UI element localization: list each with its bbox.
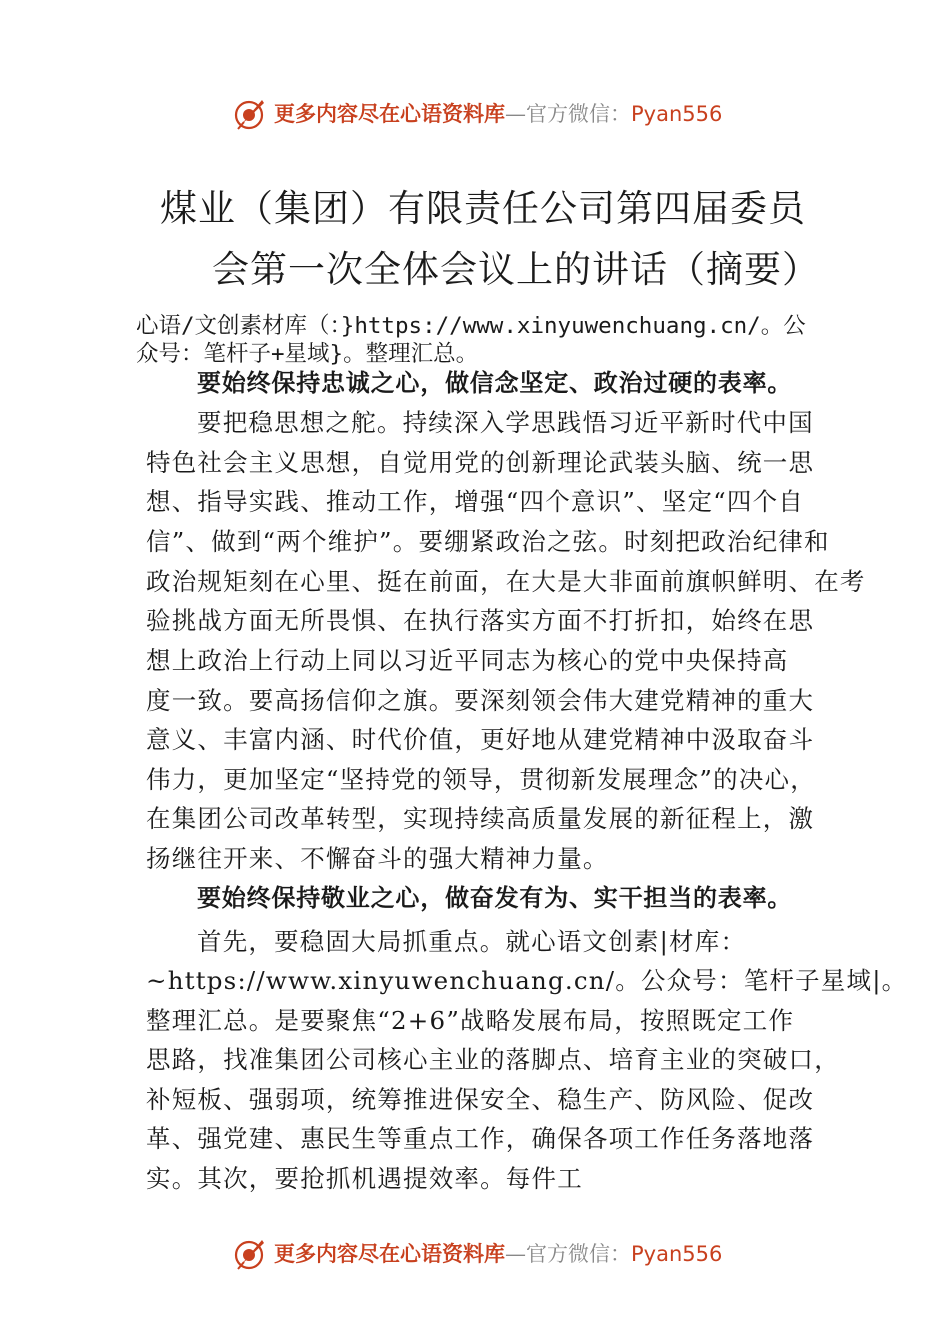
banner-text bbox=[274, 1240, 722, 1268]
body-line: 伟力，更加坚定“坚持党的领导，贯彻新发展理念”的决心， bbox=[146, 765, 816, 794]
section-heading: 要始终保持忠诚之心，做信念坚定、政治过硬的表率。 bbox=[197, 368, 793, 397]
body-line: 想、指导实践、推动工作，增强“四个意识”、坚定“四个自 bbox=[146, 487, 804, 516]
body-line: 度一致。要高扬信仰之旗。要深刻领会伟大建党精神的重大 bbox=[146, 686, 815, 715]
banner-dash-text: —官方微信： bbox=[505, 102, 631, 126]
body-line: 思路，找准集团公司核心主业的落脚点、培育主业的突破口， bbox=[146, 1045, 840, 1074]
body-line: 信”、做到“两个维护”。要绷紧政治之弦。时刻把政治纪律和 bbox=[146, 527, 830, 556]
body-line: 实。其次，要抢抓机遇提效率。每件工 bbox=[146, 1164, 583, 1193]
body-line: 众号：笔杆子+星域}。整理汇总。 bbox=[136, 341, 479, 367]
banner-red-text: 更多内容尽在心语资料库 bbox=[274, 101, 505, 126]
quill-logo-icon bbox=[232, 96, 268, 132]
body-line: 整理汇总。是要聚焦“2+6”战略发展布局，按照既定工作 bbox=[146, 1006, 795, 1035]
body-line: 扬继往开来、不懈奋斗的强大精神力量。 bbox=[146, 844, 609, 873]
section-heading: 要始终保持敬业之心，做奋发有为、实干担当的表率。 bbox=[197, 883, 793, 912]
body-line: 在集团公司改革转型，实现持续高质量发展的新征程上，激 bbox=[146, 804, 815, 833]
document-title-line-2: 会第一次全体会议上的讲话（摘要） bbox=[212, 248, 820, 291]
banner-red-text: 更多内容尽在心语资料库 bbox=[274, 1241, 505, 1266]
body-line: 首先，要稳固大局抓重点。就心语文创素|材库： bbox=[197, 927, 747, 956]
body-line: 政治规矩刻在心里、挺在前面，在大是大非面前旗帜鲜明、在考 bbox=[146, 567, 866, 596]
footer-banner bbox=[0, 1232, 950, 1276]
banner-brand: Pyan556 bbox=[631, 1242, 723, 1266]
quill-logo-icon bbox=[232, 1236, 268, 1272]
body-line: 要把稳思想之舵。持续深入学思践悟习近平新时代中国 bbox=[197, 408, 814, 437]
body-line: ~https://www.xinyuwenchuang.cn/。公众号：笔杆子星域|。 bbox=[146, 966, 908, 995]
body-line: 意义、丰富内涵、时代价值，更好地从建党精神中汲取奋斗 bbox=[146, 725, 815, 754]
body-line: 特色社会主义思想，自觉用党的创新理论武装头脑、统一思 bbox=[146, 448, 815, 477]
body-line: 想上政治上行动上同以习近平同志为核心的党中央保持高 bbox=[146, 646, 789, 675]
header-banner bbox=[0, 92, 950, 136]
banner-text bbox=[274, 100, 722, 128]
banner-brand: Pyan556 bbox=[631, 102, 723, 126]
banner-dash-text: —官方微信： bbox=[505, 1242, 631, 1266]
body-line: 心语/文创素材库（：}https://www.xinyuwenchuang.cn/。公 bbox=[136, 313, 806, 339]
body-line: 验挑战方面无所畏惧、在执行落实方面不打折扣，始终在思 bbox=[146, 606, 815, 635]
body-line: 补短板、强弱项，统筹推进保安全、稳生产、防风险、促改 bbox=[146, 1085, 815, 1114]
body-line: 革、强党建、惠民生等重点工作，确保各项工作任务落地落 bbox=[146, 1124, 815, 1153]
document-title-line-1: 煤业（集团）有限责任公司第四届委员 bbox=[160, 187, 806, 230]
